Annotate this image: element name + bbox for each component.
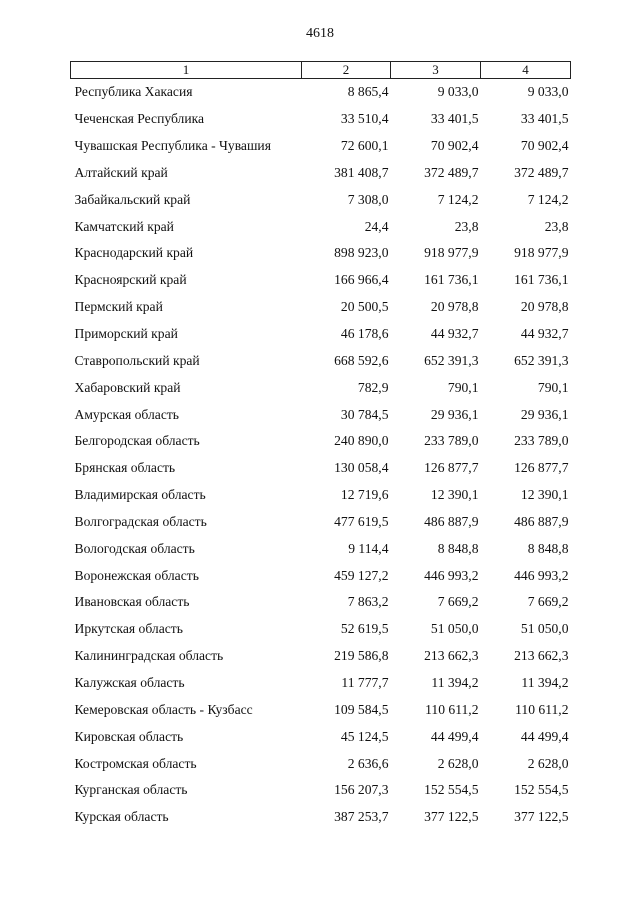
table-row bbox=[71, 267, 571, 294]
table-body bbox=[71, 79, 571, 831]
value-col-4: 44 932,7 bbox=[520, 326, 569, 342]
value-col-4: 126 877,7 bbox=[514, 460, 569, 476]
value-col-4: 2 628,0 bbox=[527, 755, 569, 771]
table-row bbox=[71, 428, 571, 455]
value-col-2: 459 127,2 bbox=[334, 567, 389, 583]
table-row bbox=[71, 79, 571, 106]
table-row bbox=[71, 186, 571, 213]
value-col-2: 9 114,4 bbox=[348, 540, 389, 556]
table-row bbox=[71, 374, 571, 401]
region-name: Брянская область bbox=[74, 460, 176, 476]
value-col-2: 20 500,5 bbox=[340, 299, 389, 315]
value-col-2: 381 408,7 bbox=[334, 164, 389, 180]
region-name: Белгородская область bbox=[74, 433, 200, 449]
value-col-3: 70 902,4 bbox=[430, 138, 479, 154]
value-col-4: 161 736,1 bbox=[514, 272, 569, 288]
value-col-3: 12 390,1 bbox=[430, 487, 479, 503]
value-col-3: 213 662,3 bbox=[424, 648, 479, 664]
value-col-3: 23,8 bbox=[454, 218, 479, 234]
value-col-2: 45 124,5 bbox=[340, 728, 389, 744]
value-col-3: 377 122,5 bbox=[424, 809, 479, 825]
value-col-2: 2 636,6 bbox=[347, 755, 389, 771]
value-col-3: 486 887,9 bbox=[424, 513, 479, 529]
table-row bbox=[71, 535, 571, 562]
value-col-4: 44 499,4 bbox=[520, 728, 569, 744]
value-col-4: 233 789,0 bbox=[514, 433, 569, 449]
value-col-3: 44 932,7 bbox=[430, 326, 479, 342]
value-col-2: 668 592,6 bbox=[334, 352, 389, 368]
value-col-2: 8 865,4 bbox=[347, 84, 389, 100]
value-col-4: 9 033,0 bbox=[527, 84, 569, 100]
table-row bbox=[71, 589, 571, 616]
column-header-2: 2 bbox=[302, 62, 391, 79]
table-row bbox=[71, 133, 571, 160]
column-header-1: 1 bbox=[71, 62, 302, 79]
value-col-2: 156 207,3 bbox=[334, 782, 389, 798]
value-col-3: 20 978,8 bbox=[430, 299, 479, 315]
region-name: Курганская область bbox=[74, 782, 188, 798]
value-col-4: 12 390,1 bbox=[520, 487, 569, 503]
region-name: Чувашская Республика - Чувашия bbox=[74, 138, 271, 154]
table-row bbox=[71, 562, 571, 589]
region-name: Ивановская область bbox=[74, 594, 190, 610]
region-name: Иркутская область bbox=[74, 621, 183, 637]
value-col-3: 110 611,2 bbox=[425, 701, 479, 717]
table-row bbox=[71, 347, 571, 374]
value-col-2: 7 863,2 bbox=[347, 594, 389, 610]
value-col-4: 790,1 bbox=[537, 379, 569, 395]
table-row bbox=[71, 804, 571, 831]
value-col-2: 387 253,7 bbox=[334, 809, 389, 825]
region-name: Чеченская Республика bbox=[74, 111, 205, 127]
region-name: Приморский край bbox=[74, 326, 178, 342]
value-col-3: 790,1 bbox=[447, 379, 479, 395]
value-col-3: 233 789,0 bbox=[424, 433, 479, 449]
table-header bbox=[71, 62, 571, 79]
value-col-4: 23,8 bbox=[544, 218, 569, 234]
value-col-2: 898 923,0 bbox=[334, 245, 389, 261]
value-col-4: 11 394,2 bbox=[521, 674, 569, 690]
value-col-3: 446 993,2 bbox=[424, 567, 479, 583]
table-row bbox=[71, 160, 571, 187]
table-row bbox=[71, 750, 571, 777]
value-col-2: 477 619,5 bbox=[334, 513, 389, 529]
value-col-4: 7 669,2 bbox=[527, 594, 569, 610]
value-col-3: 161 736,1 bbox=[424, 272, 479, 288]
page-number: 4618 bbox=[306, 26, 334, 41]
region-name: Вологодская область bbox=[74, 540, 195, 556]
value-col-2: 240 890,0 bbox=[334, 433, 389, 449]
value-col-2: 109 584,5 bbox=[334, 701, 389, 717]
region-name: Забайкальский край bbox=[74, 191, 191, 207]
value-col-4: 377 122,5 bbox=[514, 809, 569, 825]
value-col-4: 486 887,9 bbox=[514, 513, 569, 529]
value-col-2: 166 966,4 bbox=[334, 272, 389, 288]
table-row bbox=[71, 401, 571, 428]
value-col-4: 29 936,1 bbox=[520, 406, 569, 422]
value-col-2: 24,4 bbox=[364, 218, 389, 234]
value-col-4: 110 611,2 bbox=[515, 701, 569, 717]
region-name: Красноярский край bbox=[74, 272, 187, 288]
table-row bbox=[71, 106, 571, 133]
value-col-3: 7 669,2 bbox=[437, 594, 479, 610]
region-name: Калужская область bbox=[74, 674, 185, 690]
value-col-4: 33 401,5 bbox=[520, 111, 569, 127]
table-row bbox=[71, 696, 571, 723]
value-col-2: 30 784,5 bbox=[340, 406, 389, 422]
value-col-2: 46 178,6 bbox=[340, 326, 389, 342]
value-col-3: 7 124,2 bbox=[437, 191, 479, 207]
value-col-3: 29 936,1 bbox=[430, 406, 479, 422]
value-col-3: 372 489,7 bbox=[424, 164, 479, 180]
value-col-3: 8 848,8 bbox=[437, 540, 479, 556]
region-name: Костромская область bbox=[74, 755, 197, 771]
region-name: Кемеровская область - Кузбасс bbox=[74, 701, 253, 717]
table-row bbox=[71, 240, 571, 267]
region-name: Камчатский край bbox=[74, 218, 174, 234]
value-col-3: 33 401,5 bbox=[430, 111, 479, 127]
value-col-3: 652 391,3 bbox=[424, 352, 479, 368]
value-col-2: 12 719,6 bbox=[340, 487, 389, 503]
value-col-4: 51 050,0 bbox=[520, 621, 569, 637]
value-col-3: 11 394,2 bbox=[431, 674, 479, 690]
value-col-3: 44 499,4 bbox=[430, 728, 479, 744]
table-row bbox=[71, 509, 571, 536]
table-row bbox=[71, 723, 571, 750]
region-name: Амурская область bbox=[74, 406, 179, 422]
value-col-4: 652 391,3 bbox=[514, 352, 569, 368]
value-col-2: 11 777,7 bbox=[341, 674, 389, 690]
value-col-2: 7 308,0 bbox=[347, 191, 389, 207]
value-col-4: 20 978,8 bbox=[520, 299, 569, 315]
value-col-4: 7 124,2 bbox=[527, 191, 569, 207]
value-col-4: 8 848,8 bbox=[527, 540, 569, 556]
data-table bbox=[70, 61, 571, 831]
header-row bbox=[71, 62, 571, 79]
column-header-4: 4 bbox=[481, 62, 571, 79]
region-name: Хабаровский край bbox=[74, 379, 181, 395]
value-col-2: 72 600,1 bbox=[340, 138, 389, 154]
table-row bbox=[71, 670, 571, 697]
region-name: Краснодарский край bbox=[74, 245, 194, 261]
region-name: Кировская область bbox=[74, 728, 184, 744]
value-col-4: 213 662,3 bbox=[514, 648, 569, 664]
value-col-2: 130 058,4 bbox=[334, 460, 389, 476]
value-col-2: 782,9 bbox=[357, 379, 389, 395]
value-col-4: 918 977,9 bbox=[514, 245, 569, 261]
value-col-4: 152 554,5 bbox=[514, 782, 569, 798]
value-col-4: 446 993,2 bbox=[514, 567, 569, 583]
region-name: Воронежская область bbox=[74, 567, 199, 583]
table-row bbox=[71, 213, 571, 240]
region-name: Ставропольский край bbox=[74, 352, 200, 368]
table-row bbox=[71, 455, 571, 482]
value-col-3: 152 554,5 bbox=[424, 782, 479, 798]
value-col-4: 70 902,4 bbox=[520, 138, 569, 154]
column-header-3: 3 bbox=[391, 62, 481, 79]
value-col-3: 918 977,9 bbox=[424, 245, 479, 261]
table-row bbox=[71, 294, 571, 321]
region-name: Алтайский край bbox=[74, 164, 168, 180]
value-col-4: 372 489,7 bbox=[514, 164, 569, 180]
value-col-2: 219 586,8 bbox=[334, 648, 389, 664]
value-col-3: 2 628,0 bbox=[437, 755, 479, 771]
value-col-3: 9 033,0 bbox=[437, 84, 479, 100]
region-name: Курская область bbox=[74, 809, 169, 825]
region-name: Республика Хакасия bbox=[74, 84, 193, 100]
value-col-2: 33 510,4 bbox=[340, 111, 389, 127]
value-col-3: 51 050,0 bbox=[430, 621, 479, 637]
region-name: Волгоградская область bbox=[74, 513, 207, 529]
table-row bbox=[71, 482, 571, 509]
table-row bbox=[71, 643, 571, 670]
value-col-3: 126 877,7 bbox=[424, 460, 479, 476]
table-row bbox=[71, 321, 571, 348]
region-name: Владимирская область bbox=[74, 487, 206, 503]
value-col-2: 52 619,5 bbox=[340, 621, 389, 637]
region-name: Калининградская область bbox=[74, 648, 224, 664]
table-row bbox=[71, 616, 571, 643]
table-row bbox=[71, 777, 571, 804]
region-name: Пермский край bbox=[74, 299, 163, 315]
